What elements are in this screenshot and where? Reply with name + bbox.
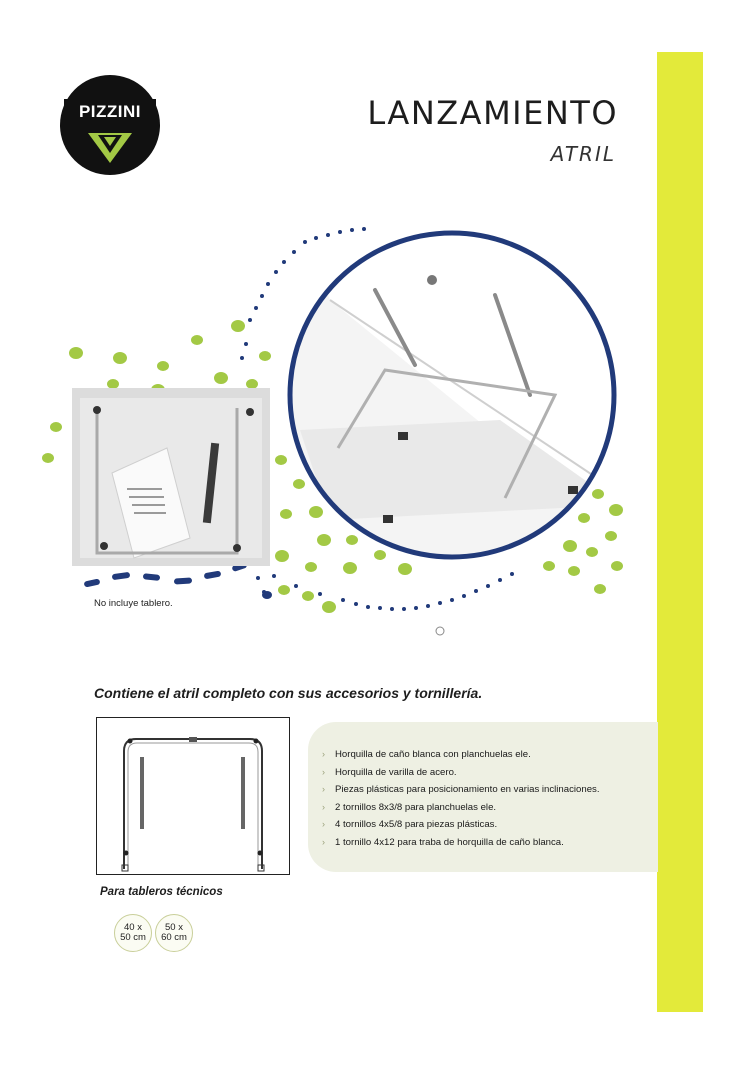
photo-caption: No incluye tablero. [94, 598, 173, 609]
list-item: › 1 tornillo 4x12 para traba de horquilla de caño blanca. [322, 834, 600, 852]
contents-list [322, 746, 600, 851]
chevron-right-icon: › [322, 749, 325, 759]
list-item: › Horquilla de varilla de acero. [322, 764, 600, 782]
list-item: › 4 tornillos 4x5/8 para piezas plásticas. [322, 816, 600, 834]
page-subtitle: ATRIL [550, 142, 616, 166]
product-package-image [72, 388, 270, 566]
chevron-right-icon: › [322, 766, 325, 777]
size-badge-40x50: 40 x 50 cm [114, 914, 152, 952]
contents-heading: Contiene el atril completo con sus accesorios y tornillería. [94, 685, 483, 701]
size-badge-50x60: 50 x 60 cm [155, 914, 193, 952]
boards-title: Para tableros técnicos [100, 886, 223, 898]
page-title: LANZAMIENTO [367, 94, 618, 132]
frame-drawing-graphic [96, 717, 290, 875]
chevron-right-icon: › [322, 801, 325, 812]
list-item: › 2 tornillos 8x3/8 para planchuelas ele. [322, 799, 600, 817]
brand-name: PIZZINI [78, 102, 142, 121]
navy-dashes-pattern [84, 562, 272, 599]
chevron-right-icon: › [322, 819, 325, 829]
list-item: › Horquilla de caño blanca con planchuelas ele. [322, 746, 600, 764]
technical-diagram [96, 717, 290, 875]
chevron-right-icon: › [322, 784, 325, 794]
package-photo-graphic [72, 388, 270, 566]
list-item: › Piezas plásticas para posicionamiento en varias inclinaciones. [322, 781, 600, 799]
chevron-right-icon: › [322, 836, 325, 847]
